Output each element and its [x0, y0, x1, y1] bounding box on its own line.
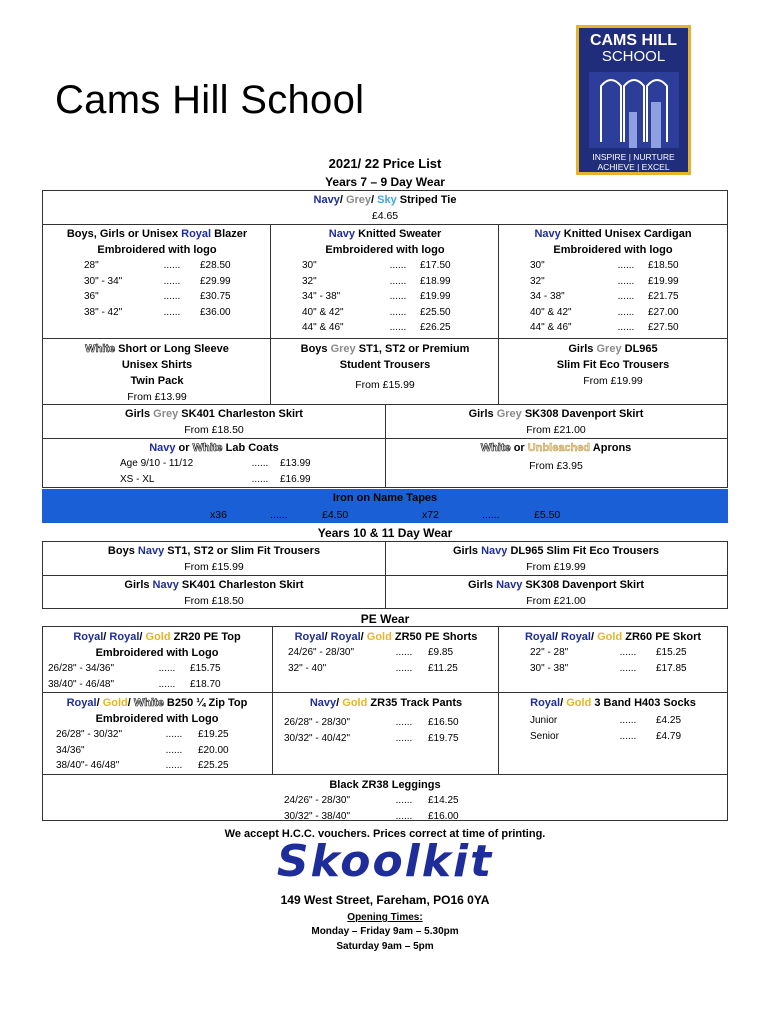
- sweater-cell: [272, 226, 498, 336]
- blazer-row: [84, 289, 270, 305]
- shirts-line3: Twin Pack: [130, 375, 184, 387]
- zr38-price: £14.25: [428, 795, 459, 806]
- sweater-price: £19.99: [420, 291, 451, 302]
- zr50-rows: [274, 645, 498, 676]
- cardigan-sub: Embroidered with logo: [553, 244, 673, 256]
- cardigan-price: £18.50: [648, 260, 679, 271]
- labcoats-rows: [44, 456, 384, 487]
- logo-line-1: CAMS HILL: [589, 32, 678, 49]
- sweater-size: 44" & 46": [302, 322, 344, 333]
- tie-rest: Striped Tie: [396, 194, 457, 206]
- sweater-size: 34" - 38": [302, 291, 341, 302]
- zr35-price: £19.75: [428, 732, 459, 744]
- aprons-cell: [386, 440, 726, 474]
- labcoat-price: £13.99: [280, 458, 311, 469]
- zr35-cell: [274, 695, 498, 746]
- b250-size: 38/40"- 46/48": [56, 760, 120, 771]
- zr60-row: [530, 645, 726, 661]
- y1011-girls-cell: [386, 543, 726, 575]
- blazer-price: £30.75: [200, 291, 231, 302]
- skoolkit-logo: [0, 836, 770, 887]
- zr20-size: 38/40" - 46/48": [48, 678, 115, 690]
- shirts-line2: Unisex Shirts: [121, 359, 193, 371]
- zr20-row: [48, 677, 270, 693]
- blazer-row: [84, 305, 270, 321]
- tie-title: Navy/ Grey/ Sky Striped Tie: [313, 194, 457, 206]
- y1011-sk401-title: Girls Navy SK401 Charleston Skirt: [124, 579, 304, 591]
- price-list-heading: 2021/ 22 Price List: [328, 156, 442, 171]
- zr50-row: [288, 661, 498, 677]
- shop-address: 149 West Street, Fareham, PO16 0YA: [280, 893, 490, 907]
- cardigan-title: Navy Knitted Unisex Cardigan: [534, 228, 692, 240]
- zr35-title: Navy/ Gold ZR35 Track Pants: [309, 697, 463, 709]
- tie-grey: Grey: [345, 194, 372, 206]
- cardigan-size-rows: [500, 258, 726, 336]
- tie-price: £4.65: [371, 210, 399, 222]
- sweater-sub: Embroidered with logo: [325, 244, 445, 256]
- blazer-price: £36.00: [200, 306, 231, 318]
- sk308-cell: [386, 406, 726, 438]
- sweater-row: [302, 289, 498, 305]
- aprons-title: White or Unbleached Aprons: [480, 442, 632, 454]
- b250-row: [56, 727, 270, 743]
- zr20-cell: [44, 629, 270, 692]
- zr38-row: [284, 809, 570, 825]
- sweater-size: 40" & 42": [302, 306, 344, 318]
- weekday-hours: Monday – Friday 9am – 5.30pm: [311, 926, 459, 937]
- name-tapes-title: Iron on Name Tapes: [332, 492, 438, 504]
- labcoats-title: Navy or White Lab Coats: [149, 442, 279, 454]
- blazer-size-rows: [44, 258, 270, 320]
- cardigan-dots: ......: [617, 260, 635, 271]
- sk308-title: Girls Grey SK308 Davenport Skirt: [468, 408, 644, 420]
- blazer-size: 36": [84, 291, 99, 302]
- sweater-size-rows: [272, 258, 498, 336]
- zr20-row: [48, 661, 270, 677]
- sk401-title: Girls Grey SK401 Charleston Skirt: [125, 408, 303, 420]
- cardigan-dots: ......: [617, 322, 635, 333]
- tie-sky: Sky: [377, 194, 397, 206]
- h403-size: Junior: [530, 715, 558, 726]
- logo-line-3: INSPIRE | NURTURE: [592, 152, 675, 162]
- y1011-girls-title: Girls Navy DL965 Slim Fit Eco Trousers: [452, 545, 660, 557]
- zr35-row: [284, 715, 498, 731]
- zr35-price: £16.50: [428, 717, 459, 728]
- cardigan-price: £21.75: [648, 291, 679, 302]
- labcoat-size: XS - XL: [120, 473, 155, 485]
- b250-price: £25.25: [198, 760, 229, 771]
- tape-36-qty: x36: [210, 509, 227, 521]
- h403-price: £4.25: [656, 715, 682, 726]
- trousers-price: From £15.99: [355, 379, 415, 391]
- sweater-row: [302, 274, 498, 290]
- zr20-size: 26/28" - 34/36": [48, 663, 115, 674]
- h403-price: £4.79: [656, 730, 682, 742]
- y1011-sk308-cell: [386, 577, 726, 609]
- sweater-dots: ......: [389, 291, 407, 302]
- trousers-cell: [272, 341, 498, 393]
- zr38-dots: ......: [395, 795, 413, 806]
- b250-cell: [44, 695, 270, 774]
- y1011-sk401-cell: [44, 577, 384, 609]
- tape-72-dots: ......: [482, 509, 500, 521]
- sk401-price: From £18.50: [184, 424, 244, 436]
- zr50-price: £9.85: [428, 647, 454, 658]
- cardigan-row: [530, 320, 726, 336]
- blazer-size: 38" - 42": [84, 306, 123, 318]
- zr60-row: [530, 661, 726, 677]
- zr60-rows: [500, 645, 726, 676]
- zr60-size: 30" - 38": [530, 662, 569, 674]
- zr20-dots: ......: [158, 678, 176, 690]
- cardigan-dots: ......: [617, 275, 635, 287]
- zr60-dots: ......: [619, 662, 637, 674]
- years1011-heading: Years 10 & 11 Day Wear: [317, 526, 453, 540]
- sweater-price: £18.99: [420, 275, 451, 287]
- shirts-cell: [44, 341, 270, 405]
- cardigan-size: 44" & 46": [530, 322, 572, 333]
- dl965-line2: Slim Fit Eco Trousers: [556, 359, 670, 371]
- logo-line-4: ACHIEVE | EXCEL: [597, 162, 670, 172]
- zr60-size: 22" - 28": [530, 647, 569, 658]
- h403-title: Royal/ Gold 3 Band H403 Socks: [530, 697, 696, 709]
- y1011-boys-cell: [44, 543, 384, 575]
- blazer-price: £28.50: [200, 260, 231, 271]
- sweater-row: [302, 258, 498, 274]
- zr50-dots: ......: [395, 647, 413, 658]
- cardigan-price: £19.99: [648, 275, 679, 287]
- zr35-size: 26/28" - 28/30": [284, 717, 351, 728]
- b250-row: [56, 758, 270, 774]
- zr50-size: 32" - 40": [288, 662, 327, 674]
- b250-dots: ......: [165, 744, 183, 756]
- zr20-price: £15.75: [190, 663, 221, 674]
- cardigan-row: [530, 258, 726, 274]
- zr20-dots: ......: [158, 663, 176, 674]
- tape-36-dots: ......: [270, 509, 288, 521]
- cardigan-dots: ......: [617, 306, 635, 318]
- labcoat-size: Age 9/10 - 11/12: [120, 458, 194, 469]
- cardigan-price: £27.50: [648, 322, 679, 333]
- labcoats-cell: [44, 440, 384, 487]
- blazer-sub: Embroidered with logo: [97, 244, 217, 256]
- sweater-title: Navy Knitted Sweater: [328, 228, 442, 240]
- zr60-title: Royal/ Royal/ Gold ZR60 PE Skort: [524, 631, 702, 643]
- b250-row: [56, 743, 270, 759]
- blazer-size: 30" - 34": [84, 275, 123, 287]
- zr38-size: 24/26" - 28/30": [284, 795, 351, 806]
- zr35-dots: ......: [395, 732, 413, 744]
- y1011-boys-price: From £15.99: [184, 561, 244, 573]
- school-logo: [576, 25, 691, 175]
- zr50-cell: [274, 629, 498, 676]
- saturday-hours: Saturday 9am – 5pm: [336, 941, 434, 952]
- sk401-cell: [44, 406, 384, 438]
- aprons-price: From £3.95: [529, 460, 583, 472]
- dl965-price: From £19.99: [583, 375, 643, 387]
- shirts-title: White Short or Long Sleeve: [85, 343, 229, 355]
- zr38-rows: [200, 793, 570, 824]
- sweater-dots: ......: [389, 260, 407, 271]
- zr35-row: [284, 731, 498, 747]
- zr60-price: £15.25: [656, 647, 687, 658]
- dl965-cell: [500, 341, 726, 389]
- zr20-price: £18.70: [190, 678, 221, 690]
- b250-sub: Embroidered with Logo: [95, 713, 219, 725]
- blazer-dots: ......: [163, 291, 181, 302]
- zr50-dots: ......: [395, 662, 413, 674]
- cardigan-size: 32": [530, 275, 545, 287]
- y1011-sk401-price: From £18.50: [184, 595, 244, 607]
- b250-rows: [44, 727, 270, 774]
- labcoat-dots: ......: [251, 473, 269, 485]
- blazer-row: [84, 274, 270, 290]
- shirts-price: From £13.99: [127, 391, 187, 403]
- zr60-dots: ......: [619, 647, 637, 658]
- tape-72-qty: x72: [422, 509, 439, 521]
- sweater-row: [302, 320, 498, 336]
- zr50-row: [288, 645, 498, 661]
- zr35-size: 30/32" - 40/42": [284, 732, 351, 744]
- blazer-dots: ......: [163, 275, 181, 287]
- cardigan-row: [530, 305, 726, 321]
- h403-size: Senior: [530, 730, 559, 742]
- years79-heading: Years 7 – 9 Day Wear: [325, 175, 445, 189]
- zr20-rows: [44, 661, 270, 692]
- name-tapes-band: [42, 489, 728, 523]
- pe-heading: PE Wear: [360, 612, 410, 626]
- skoolkit-wordmark: Skoolkit: [276, 836, 494, 887]
- blazer-title: Boys, Girls or Unisex Royal Blazer: [66, 228, 248, 240]
- cardigan-size: 34 - 38": [530, 291, 565, 302]
- b250-size: 26/28" - 30/32": [56, 729, 123, 740]
- zr38-title: Black ZR38 Leggings: [329, 779, 441, 791]
- cardigan-row: [530, 289, 726, 305]
- tie-navy: Navy: [313, 194, 340, 206]
- sweater-dots: ......: [389, 306, 407, 318]
- sweater-price: £25.50: [420, 306, 451, 318]
- b250-dots: ......: [165, 760, 183, 771]
- labcoat-dots: ......: [251, 458, 269, 469]
- cardigan-size: 40" & 42": [530, 306, 572, 318]
- trousers-title: Boys Grey ST1, ST2 or Premium: [300, 343, 470, 355]
- opening-times-label: Opening Times:: [347, 912, 423, 923]
- zr50-title: Royal/ Royal/ Gold ZR50 PE Shorts: [294, 631, 478, 643]
- cardigan-price: £27.00: [648, 306, 679, 318]
- tape-36-price: £4.50: [322, 509, 349, 521]
- school-title: Cams Hill School: [55, 78, 365, 122]
- sweater-price: £26.25: [420, 322, 451, 333]
- logo-emblem-icon: [589, 72, 679, 148]
- cardigan-size: 30": [530, 260, 545, 271]
- trousers-line2: Student Trousers: [339, 359, 431, 371]
- cardigan-dots: ......: [617, 291, 635, 302]
- cardigan-cell: [500, 226, 726, 336]
- blazer-dots: ......: [163, 260, 181, 271]
- labcoat-row: [120, 456, 384, 472]
- h403-dots: ......: [619, 715, 637, 726]
- zr20-sub: Embroidered with Logo: [95, 647, 219, 659]
- vouchers-note: We accept H.C.C. vouchers. Prices correct at time of printing.: [224, 828, 546, 840]
- zr35-rows: [274, 715, 498, 746]
- tape-72-price: £5.50: [534, 509, 561, 521]
- zr50-size: 24/26" - 28/30": [288, 647, 355, 658]
- cardigan-row: [530, 274, 726, 290]
- sweater-size: 32": [302, 275, 317, 287]
- blazer-dots: ......: [163, 306, 181, 318]
- y1011-girls-price: From £19.99: [526, 561, 586, 573]
- sweater-dots: ......: [389, 322, 407, 333]
- labcoat-row: [120, 472, 384, 488]
- sweater-row: [302, 305, 498, 321]
- sweater-size: 30": [302, 260, 317, 271]
- blazer-row: [84, 258, 270, 274]
- h403-dots: ......: [619, 730, 637, 742]
- blazer-cell: [44, 226, 270, 320]
- zr38-row: [284, 793, 570, 809]
- h403-cell: [500, 695, 726, 744]
- labcoat-price: £16.99: [280, 473, 311, 485]
- h403-row: [530, 713, 726, 729]
- sk308-price: From £21.00: [526, 424, 586, 436]
- b250-price: £20.00: [198, 744, 229, 756]
- b250-price: £19.25: [198, 729, 229, 740]
- zr35-dots: ......: [395, 717, 413, 728]
- zr38-cell: [200, 777, 570, 824]
- b250-title: Royal/ Gold/ White B250 ¼ Zip Top: [66, 697, 248, 709]
- zr38-price: £16.00: [428, 810, 459, 822]
- h403-row: [530, 729, 726, 745]
- zr50-price: £11.25: [428, 662, 458, 674]
- dl965-title: Girls Grey DL965: [568, 343, 658, 355]
- sweater-dots: ......: [389, 275, 407, 287]
- zr38-dots: ......: [395, 810, 413, 822]
- zr60-price: £17.85: [656, 662, 687, 674]
- y1011-sk308-title: Girls Navy SK308 Davenport Skirt: [467, 579, 645, 591]
- y1011-sk308-price: From £21.00: [526, 595, 586, 607]
- b250-size: 34/36": [56, 744, 85, 756]
- h403-rows: [500, 713, 726, 744]
- b250-dots: ......: [165, 729, 183, 740]
- zr20-title: Royal/ Royal/ Gold ZR20 PE Top: [73, 631, 241, 643]
- sweater-price: £17.50: [420, 260, 451, 271]
- zr38-size: 30/32" - 38/40": [284, 810, 351, 822]
- blazer-price: £29.99: [200, 275, 231, 287]
- zr60-cell: [500, 629, 726, 676]
- logo-line-2: SCHOOL: [601, 48, 666, 65]
- y1011-boys-title: Boys Navy ST1, ST2 or Slim Fit Trousers: [107, 545, 321, 557]
- blazer-size: 28": [84, 260, 99, 271]
